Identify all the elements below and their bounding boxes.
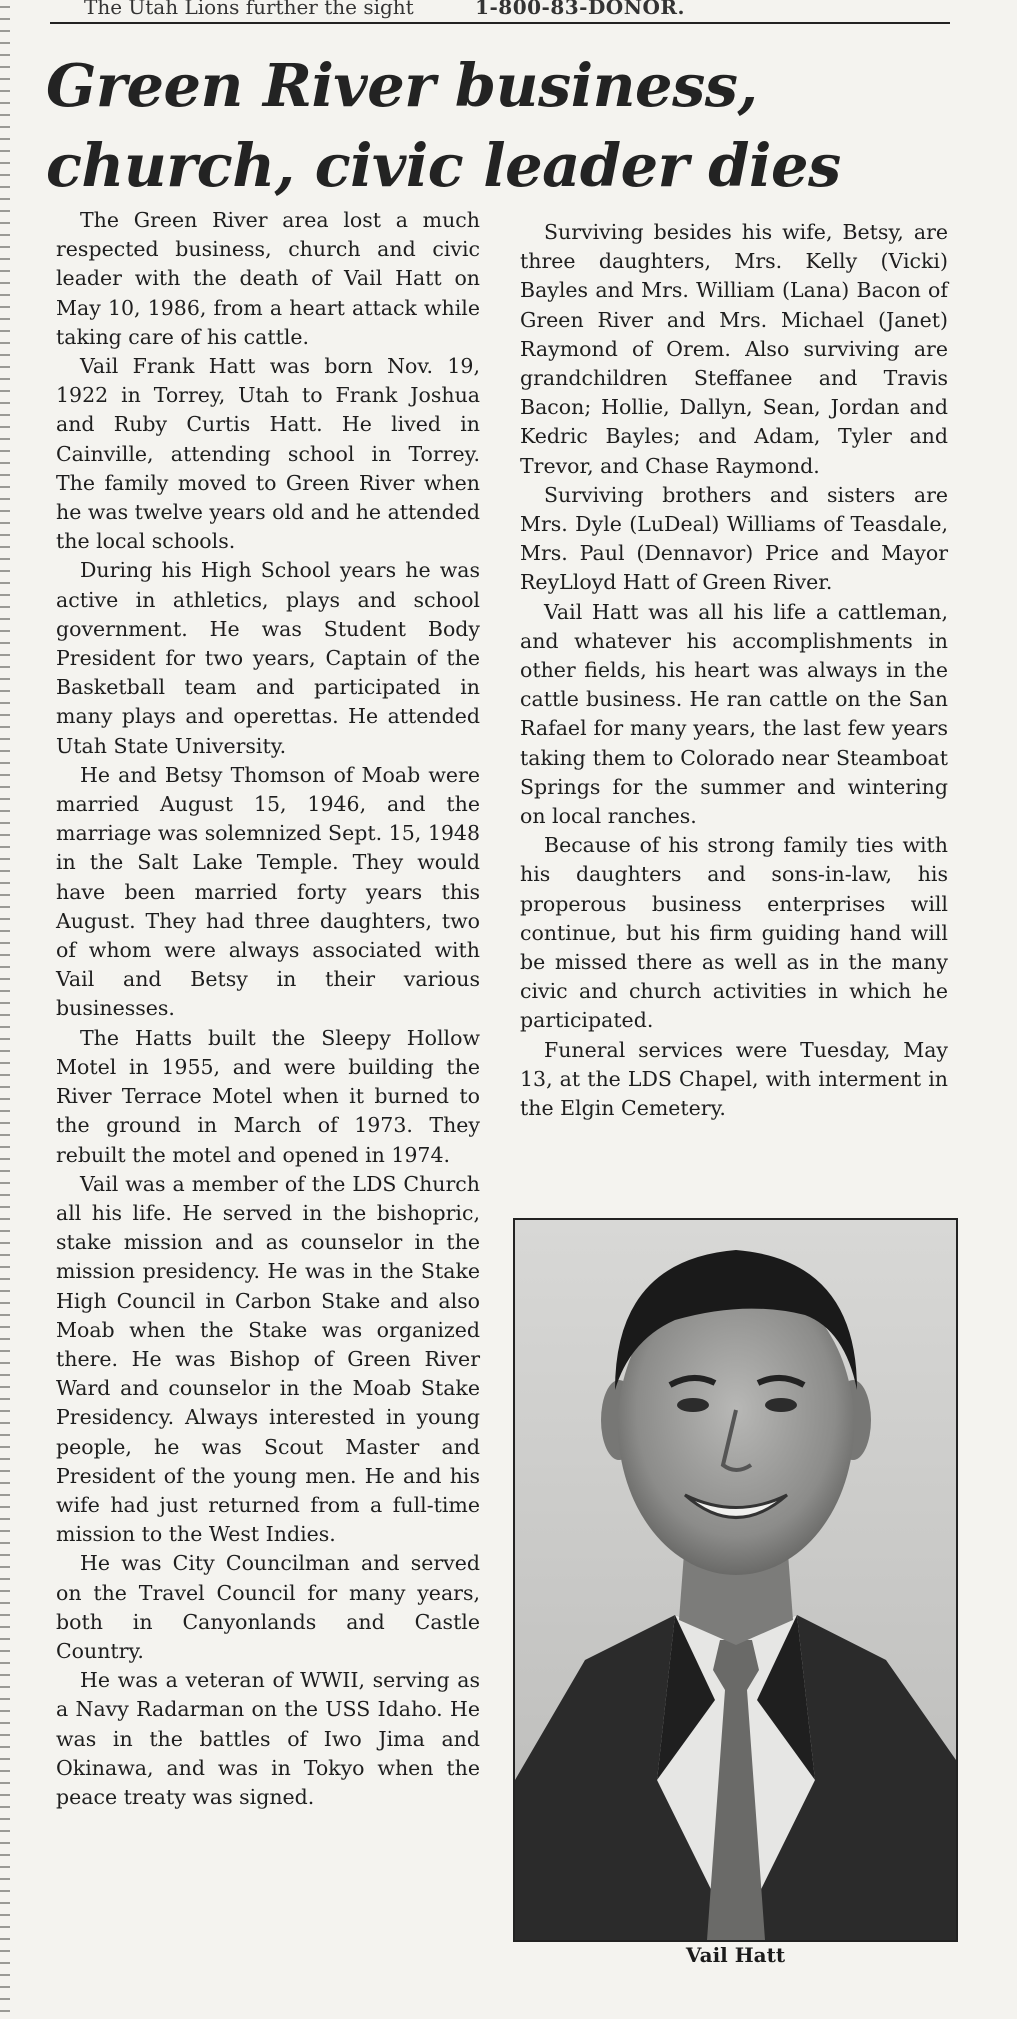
paragraph: He was a veteran of WWII, serving as a Navy Radarman on the USS Idaho. He was in the battles of Iwo Jima and Okinawa, and was in Tokyo when the peace treaty was signed. xyxy=(56,1668,480,1809)
paragraph: Surviving besides his wife, Betsy, are three daughters, Mrs. Kelly (Vicki) Bayles and Mrs. William (Lana) Bacon of Green River and Mrs. Michael (Janet) Raymond of Orem. Also surviving are grandchildren Steffanee and Travis Bacon; Hollie, Dallyn, Sean, Jordan and Kedric Bayles; and Adam, Tyler and Trevor, and Chase Raymond. xyxy=(520,220,948,478)
paragraph: During his High School years he was active in athletics, plays and school government. He was Student Body President for two years, Captain of the Basketball team and participated in many plays and operettas. He attended Utah State University. xyxy=(56,558,480,758)
portrait-photo xyxy=(513,1218,958,1942)
masthead-right-text: 1-800-83-DONOR. xyxy=(475,0,686,19)
paragraph: Vail Frank Hatt was born Nov. 19, 1922 in Torrey, Utah to Frank Joshua and Ruby Curtis Hatt. He lived in Cainville, attending school in Torrey. The family moved to Green River when he was twelve years old and he attended the local schools. xyxy=(56,354,480,554)
headline: Green River business, church, civic leader dies xyxy=(46,51,841,200)
paragraph: Because of his strong family ties with his daughters and sons-in-law, his properous business enterprises will continue, but his firm guiding hand will be missed there as well as in the many civic and church activities in which he participated. xyxy=(520,833,948,1033)
masthead-left-text: The Utah Lions further the sight xyxy=(84,0,414,19)
article-column-left xyxy=(56,206,480,1812)
masthead-strip xyxy=(50,0,950,24)
paragraph: Vail Hatt was all his life a cattleman, and whatever his accomplishments in other fields, his heart was always in the cattle business. He ran cattle on the San Rafael for many years, the last few years taking them to Colorado near Steamboat Springs for the summer and wintering on local ranches. xyxy=(520,599,948,829)
paragraph: He was City Councilman and served on the Travel Council for many years, both in Canyonlands and Castle Country. xyxy=(56,1551,480,1663)
portrait-illustration xyxy=(515,1220,956,1940)
paragraph: He and Betsy Thomson of Moab were married August 15, 1946, and the marriage was solemnized Sept. 15, 1948 in the Salt Lake Temple. They would have been married forty years this August. They had three daughters, two of whom were always associated with Vail and Betsy in their various businesses. xyxy=(56,762,480,1021)
paragraph: Funeral services were Tuesday, May 13, at the LDS Chapel, with interment in the Elgin Cemetery. xyxy=(520,1037,948,1121)
paragraph: The Hatts built the Sleepy Hollow Motel in 1955, and were building the River Terrace Motel when it burned to the ground in March of 1973. They rebuilt the motel and opened in 1974. xyxy=(56,1025,480,1167)
perforated-edge xyxy=(0,0,10,2019)
article-column-right xyxy=(520,218,948,1123)
paragraph: Vail was a member of the LDS Church all his life. He served in the bishopric, stake mission and as counselor in the mission presidency. He was in the Stake High Council in Carbon Stake and also Moab when the Stake was organized there. He was Bishop of Green River Ward and counselor in the Moab Stake Presidency. Always interested in young people, he was Scout Master and President of the young men. He and his wife had just returned from a full-time mission to the West Indies. xyxy=(56,1171,480,1547)
paragraph: Surviving brothers and sisters are Mrs. Dyle (LuDeal) Williams of Teasdale, Mrs. Paul (Dennavor) Price and Mayor ReyLloyd Hatt of Green River. xyxy=(520,482,948,595)
photo-caption: Vail Hatt xyxy=(685,1943,786,1967)
paragraph: The Green River area lost a much respected business, church and civic leader with the death of Vail Hatt on May 10, 1986, from a heart attack while taking care of his cattle. xyxy=(56,208,480,349)
